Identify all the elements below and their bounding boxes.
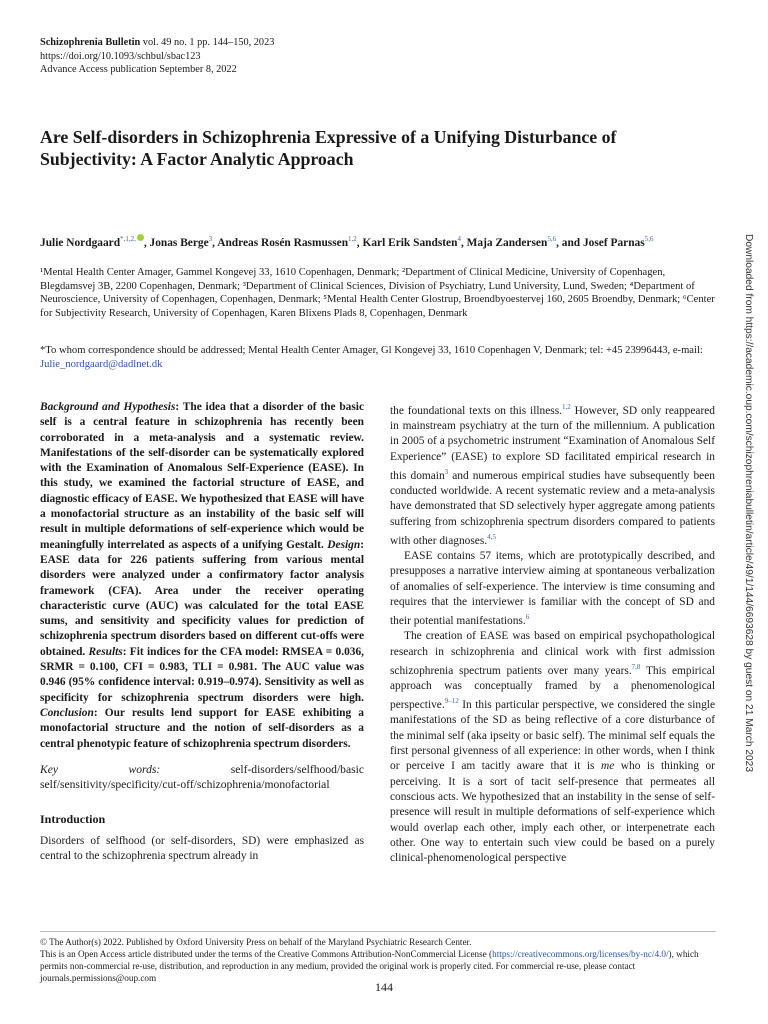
author-affiliation-marker: 1,2: [348, 235, 357, 243]
abstract-results-label: Results: [88, 645, 123, 658]
copyright-line: © The Author(s) 2022. Published by Oxford University Press on behalf of the Maryland Psychiatric Research Center.: [40, 937, 472, 947]
email-link[interactable]: Julie_nordgaard@dadlnet.dk: [40, 358, 163, 370]
body-text: EASE contains 57 items, which are prototypically described, and presupposes a narrative interview aiming at spontaneous verbalization of anomalies of self-experience. The interview is time consuming and requires that the interviewer is familiar with the concept of SD and their potential manifestations.: [390, 550, 715, 628]
keywords-text: self-disorders/selfhood/basic self/sensitivity/specificity/cut-off/schizophrenia/monofactorial: [40, 762, 364, 792]
abstract-bg-text: : The idea that a disorder of the basic self is a central feature in schizophrenia has recently been corroborated in a meta-analysis and a systematic review. Manifestations of the self-disorder can be systematically explored with the Examination of Anomalous Self-Experience (EASE). In this study, we examined the factorial structure of EASE, and diagnostic efficacy of EASE. We hypothesized that EASE will have a monofactorial structure as an instability of the basic self will result in multiple deformations of self-experience which would be meaningfully interrelated as aspects of a unifying Gestalt.: [40, 401, 365, 551]
article-title: Are Self-disorders in Schizophrenia Expressive of a Unifying Disturbance of Subjectivity: A Factor Analytic Approach: [40, 127, 617, 169]
author-name[interactable]: Julie Nordgaard: [40, 236, 121, 249]
body-paragraph: [390, 549, 715, 629]
body-text: and numerous empirical studies have subsequently been conducted worldwide. A recent systematic review and a meta-analysis have demonstrated that SD selectively hyper aggregate among patients suffering from schizophrenia spectrum disorders compared to patients with other diagnoses.: [390, 469, 715, 547]
author-name[interactable]: , and Josef Parnas: [556, 236, 645, 249]
doi-link[interactable]: https://doi.org/10.1093/schbul/sbac123: [40, 50, 201, 62]
author-name[interactable]: , Andreas Rosén Rasmussen: [212, 236, 349, 249]
license-text: ), which permits non-commercial re-use, distribution, and reproduction in any medium, provided the original work is properly cited. For commercial re-use, please contact journals.permissions@oup.com: [40, 949, 699, 983]
intro-paragraph: Disorders of selfhood (or self-disorders, SD) were emphasized as central to the schizophrenia spectrum already in: [40, 834, 364, 863]
body-paragraph: [390, 400, 715, 549]
body-text: This empirical approach was conceptually framed by a phenomenological perspective.: [390, 664, 715, 712]
license-link[interactable]: https://creativecommons.org/licenses/by-nc/4.0/: [492, 949, 669, 959]
citation-ref[interactable]: 4,5: [487, 532, 496, 541]
license-footer: [40, 936, 716, 984]
citation-ref[interactable]: 9–12: [444, 697, 459, 706]
body-text: In this particular perspective, we considered the single manifestations of the SD as being reflective of a core disturbance of the minimal self (aka ipseity or basic self). The minimal self equals the first personal givenness of all experience: in other words, when I think or perceive I am tacitly aware that it is: [390, 699, 715, 773]
author-name[interactable]: , Jonas Berge: [143, 236, 209, 249]
keywords-label: Key words:: [40, 762, 161, 776]
body-paragraph: [390, 629, 715, 866]
author-affiliation-marker: *,1,2,: [120, 235, 136, 243]
license-text: This is an Open Access article distributed under the terms of the Creative Commons Attribution-NonCommercial License (: [40, 949, 493, 959]
abstract-conclusion-label: Conclusion: [40, 706, 94, 719]
affiliations: ¹Mental Health Center Amager, Gammel Kongevej 33, 1610 Copenhagen, Denmark; ²Department of Clinical Medicine, University of Copenhagen, Blegdamsvej 3B, 2200 Copenhagen, Denmark; ³Department of Clinical Sciences, Division of Psychiatry, Lund University, Lund, Sweden; ⁴Department of Neuroscience, University of Copenhagen, Copenhagen, Denmark; ⁵Mental Health Center Glostrup, Broendbyoestervej 160, 2605 Broendby, Denmark; ⁶Center for Subjectivity Research, University of Copenhagen, Karen Blixens Plads 8, Copenhagen, Denmark: [40, 267, 715, 319]
abstract-conclusion-text: : Our results lend support for EASE exhibiting a monofactorial structure and the notion of self-disorders as a central phenotypic feature of schizophrenia spectrum disorders.: [40, 706, 364, 750]
body-text: However, SD only reappeared in mainstream psychiatry at the turn of the millennium. A publication in 2005 of a psychometric instrument “Examination of Anomalous Self Experience” (EASE) to explore SD facilitated empirical research in this domain: [390, 404, 715, 482]
citation-ref[interactable]: 6: [525, 613, 530, 622]
journal-name: Schizophrenia Bulletin: [40, 37, 141, 48]
journal-citation: vol. 49 no. 1 pp. 144–150, 2023: [140, 37, 275, 48]
author-affiliation-marker: 5,6: [547, 235, 557, 243]
correspondence-text: *To whom correspondence should be addressed; Mental Health Center Amager, Gl Kongevej 33, 1610 Copenhagen V, Denmark; tel: +45 23996443, e-mail:: [40, 345, 703, 356]
correspondence: [40, 344, 716, 371]
author-affiliation-marker: 4: [457, 235, 461, 243]
abstract: [40, 400, 364, 752]
emphasis-text: me: [600, 760, 615, 773]
abstract-design-text: : EASE data for 226 patients suffering from various mental disorders were analyzed under a confirmatory factor analysis framework (CFA). Area under the receiver operating characteristic curve (AUC) was calculated for the total EASE sums, and sensitivity and specificity values for prediction of schizophrenia spectrum disorders based on different cut-offs were obtained.: [40, 538, 364, 658]
journal-header: [40, 36, 274, 77]
citation-ref[interactable]: 3: [444, 467, 449, 476]
author-affiliation-marker: 5,6: [644, 235, 654, 243]
abstract-bg-label: Background and Hypothesis: [40, 401, 176, 413]
section-heading-introduction: Introduction: [40, 812, 106, 827]
body-text: the foundational texts on this illness.: [390, 404, 562, 417]
citation-ref[interactable]: 1,2: [562, 403, 571, 411]
author-list: [40, 232, 680, 251]
abstract-design-label: Design: [327, 538, 361, 551]
author-affiliation-marker: 3: [208, 235, 213, 243]
orcid-icon[interactable]: [137, 234, 144, 241]
body-text: The creation of EASE was based on empirical psychopathological research in schizophrenia and clinical work with first admission schizophrenia spectrum patients over many years.: [390, 630, 715, 677]
abstract-results-text: : Fit indices for the CFA model: RMSEA = 0.036, SRMR = 0.100, CFI = 0.983, TLI = 0.981. The AUC value was 0.946 (95% confidence interval: 0.919–0.974). Sensitivity as well as specificity for schizophrenia spectrum disorders were high.: [40, 645, 365, 704]
left-column: [40, 400, 364, 864]
citation-ref[interactable]: 7,8: [631, 662, 641, 671]
author-name[interactable]: , Maja Zandersen: [460, 236, 548, 249]
author-name[interactable]: , Karl Erik Sandsten: [356, 236, 458, 249]
keywords: [40, 762, 364, 793]
body-text: who is thinking or perceiving. It is a sort of tacit self-presence that permeates all conscious acts. We hypothesized that an instability in the sense of self-presence will result in multiple deformations of self-experience which would overlap each other, imply each other, or interpenetrate each other. One way to entertain such view could be based on a purely clinical-phenomenological perspective: [390, 760, 715, 865]
download-watermark: Downloaded from https://academic.oup.com/schizophreniabulletin/article/49/1/144/6693628 by guest on 21 March 2023: [743, 234, 754, 773]
license-line: [40, 948, 716, 984]
right-column: [390, 400, 715, 866]
page-number: 144: [375, 980, 393, 994]
footer-divider: [40, 931, 716, 932]
advance-access-date: Advance Access publication September 8, 2022: [40, 64, 237, 75]
